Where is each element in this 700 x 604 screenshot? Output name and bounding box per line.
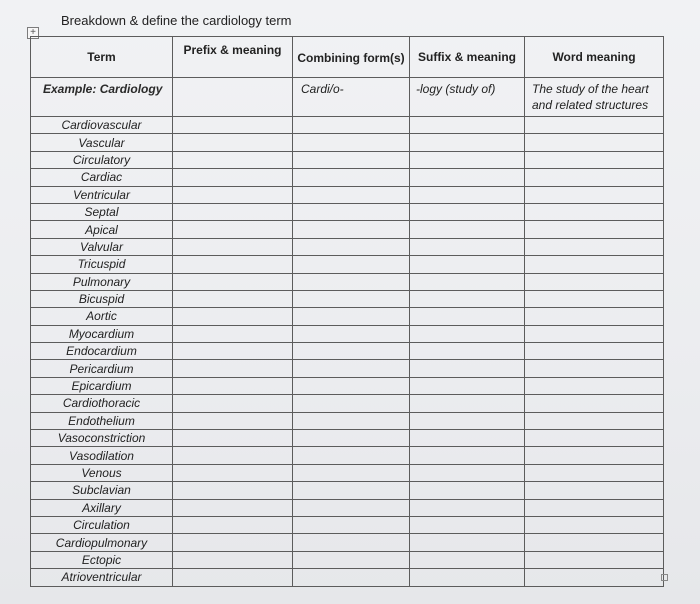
- suffix-cell[interactable]: [410, 186, 525, 203]
- term-cell: Septal: [31, 203, 173, 220]
- table-row: [31, 186, 664, 203]
- combining-form-cell[interactable]: [293, 117, 410, 134]
- prefix-cell[interactable]: [173, 377, 293, 394]
- prefix-cell[interactable]: [173, 412, 293, 429]
- term-cell: Pericardium: [31, 360, 173, 377]
- term-cell: Axillary: [31, 499, 173, 516]
- combining-form-cell[interactable]: [293, 430, 410, 447]
- suffix-cell[interactable]: [410, 221, 525, 238]
- word-meaning-cell[interactable]: [525, 360, 664, 377]
- table-row: [31, 273, 664, 290]
- suffix-cell[interactable]: [410, 482, 525, 499]
- header-prefix: Prefix & meaning: [173, 37, 293, 78]
- prefix-cell[interactable]: [173, 169, 293, 186]
- combining-form-cell[interactable]: [293, 273, 410, 290]
- prefix-cell[interactable]: [173, 360, 293, 377]
- word-meaning-cell[interactable]: [525, 516, 664, 533]
- term-cell: Tricuspid: [31, 256, 173, 273]
- word-meaning-cell[interactable]: [525, 534, 664, 551]
- combining-form-cell[interactable]: [293, 499, 410, 516]
- table-row: [31, 412, 664, 429]
- term-cell: Subclavian: [31, 482, 173, 499]
- header-combining-form: Combining form(s): [293, 37, 410, 78]
- term-cell: Epicardium: [31, 377, 173, 394]
- prefix-cell[interactable]: [173, 203, 293, 220]
- word-meaning-cell[interactable]: [525, 256, 664, 273]
- prefix-cell[interactable]: [173, 325, 293, 342]
- table-row: [31, 238, 664, 255]
- table-move-handle-icon[interactable]: +: [27, 27, 39, 39]
- table-row: [31, 169, 664, 186]
- suffix-cell[interactable]: [410, 308, 525, 325]
- term-cell: Endothelium: [31, 412, 173, 429]
- term-cell: Vascular: [31, 134, 173, 151]
- term-rows: [31, 117, 664, 587]
- combining-form-cell[interactable]: [293, 482, 410, 499]
- example-prefix[interactable]: [173, 78, 293, 117]
- term-cell: Endocardium: [31, 343, 173, 360]
- suffix-cell[interactable]: [410, 551, 525, 568]
- table-row: [31, 325, 664, 342]
- table-row: [31, 360, 664, 377]
- prefix-cell[interactable]: [173, 151, 293, 168]
- combining-form-cell[interactable]: [293, 343, 410, 360]
- table-row: [31, 447, 664, 464]
- term-cell: Circulatory: [31, 151, 173, 168]
- term-cell: Valvular: [31, 238, 173, 255]
- prefix-cell[interactable]: [173, 499, 293, 516]
- combining-form-cell[interactable]: [293, 360, 410, 377]
- combining-form-cell[interactable]: [293, 551, 410, 568]
- prefix-cell[interactable]: [173, 482, 293, 499]
- prefix-cell[interactable]: [173, 569, 293, 586]
- combining-form-cell[interactable]: [293, 569, 410, 586]
- suffix-cell[interactable]: [410, 360, 525, 377]
- suffix-cell[interactable]: [410, 117, 525, 134]
- example-word-meaning: The study of the heart and related structures: [525, 78, 664, 117]
- word-meaning-cell[interactable]: [525, 395, 664, 412]
- suffix-cell[interactable]: [410, 447, 525, 464]
- suffix-cell[interactable]: [410, 499, 525, 516]
- suffix-cell[interactable]: [410, 290, 525, 307]
- combining-form-cell[interactable]: [293, 464, 410, 481]
- suffix-cell[interactable]: [410, 412, 525, 429]
- table-row: [31, 377, 664, 394]
- prefix-cell[interactable]: [173, 516, 293, 533]
- word-meaning-cell[interactable]: [525, 412, 664, 429]
- table-row: [31, 134, 664, 151]
- combining-form-cell[interactable]: [293, 221, 410, 238]
- term-cell: Venous: [31, 464, 173, 481]
- combining-form-cell[interactable]: [293, 325, 410, 342]
- combining-form-cell[interactable]: [293, 169, 410, 186]
- example-combining-form: Cardi/o-: [293, 78, 410, 117]
- header-row: [31, 37, 664, 78]
- word-meaning-cell[interactable]: [525, 430, 664, 447]
- table-row: [31, 395, 664, 412]
- table-row: [31, 290, 664, 307]
- word-meaning-cell[interactable]: [525, 186, 664, 203]
- word-meaning-cell[interactable]: [525, 169, 664, 186]
- term-cell: Ventricular: [31, 186, 173, 203]
- word-meaning-cell[interactable]: [525, 134, 664, 151]
- term-cell: Cardiovascular: [31, 117, 173, 134]
- word-meaning-cell[interactable]: [525, 377, 664, 394]
- combining-form-cell[interactable]: [293, 395, 410, 412]
- combining-form-cell[interactable]: [293, 290, 410, 307]
- term-cell: Cardiac: [31, 169, 173, 186]
- suffix-cell[interactable]: [410, 516, 525, 533]
- combining-form-cell[interactable]: [293, 256, 410, 273]
- combining-form-cell[interactable]: [293, 534, 410, 551]
- word-meaning-cell[interactable]: [525, 325, 664, 342]
- word-meaning-cell[interactable]: [525, 221, 664, 238]
- prefix-cell[interactable]: [173, 534, 293, 551]
- combining-form-cell[interactable]: [293, 151, 410, 168]
- word-meaning-cell[interactable]: [525, 343, 664, 360]
- term-cell: Atrioventricular: [31, 569, 173, 586]
- prefix-cell[interactable]: [173, 290, 293, 307]
- table-row: [31, 203, 664, 220]
- table-row: [31, 430, 664, 447]
- example-term: Example: Cardiology: [31, 78, 173, 117]
- table-row: [31, 499, 664, 516]
- suffix-cell[interactable]: [410, 256, 525, 273]
- prefix-cell[interactable]: [173, 186, 293, 203]
- combining-form-cell[interactable]: [293, 238, 410, 255]
- word-meaning-cell[interactable]: [525, 308, 664, 325]
- word-meaning-cell[interactable]: [525, 151, 664, 168]
- header-suffix: Suffix & meaning: [410, 37, 525, 78]
- prefix-cell[interactable]: [173, 551, 293, 568]
- word-meaning-cell[interactable]: [525, 447, 664, 464]
- word-meaning-cell[interactable]: [525, 238, 664, 255]
- term-cell: Bicuspid: [31, 290, 173, 307]
- table-row: [31, 308, 664, 325]
- suffix-cell[interactable]: [410, 134, 525, 151]
- word-meaning-cell[interactable]: [525, 290, 664, 307]
- cardiology-terms-table: [30, 36, 664, 587]
- term-cell: Cardiothoracic: [31, 395, 173, 412]
- table-row: [31, 551, 664, 568]
- table-row: [31, 569, 664, 586]
- prefix-cell[interactable]: [173, 447, 293, 464]
- term-cell: Ectopic: [31, 551, 173, 568]
- suffix-cell[interactable]: [410, 273, 525, 290]
- combining-form-cell[interactable]: [293, 516, 410, 533]
- combining-form-cell[interactable]: [293, 377, 410, 394]
- table-row: [31, 117, 664, 134]
- suffix-cell[interactable]: [410, 203, 525, 220]
- prefix-cell[interactable]: [173, 273, 293, 290]
- combining-form-cell[interactable]: [293, 447, 410, 464]
- header-word-meaning: Word meaning: [525, 37, 664, 78]
- word-meaning-cell[interactable]: [525, 203, 664, 220]
- prefix-cell[interactable]: [173, 221, 293, 238]
- table-row: [31, 151, 664, 168]
- prefix-cell[interactable]: [173, 308, 293, 325]
- combining-form-cell[interactable]: [293, 186, 410, 203]
- header-term: Term: [31, 37, 173, 78]
- suffix-cell[interactable]: [410, 534, 525, 551]
- term-cell: Apical: [31, 221, 173, 238]
- term-cell: Pulmonary: [31, 273, 173, 290]
- prefix-cell[interactable]: [173, 430, 293, 447]
- table-row: [31, 256, 664, 273]
- term-cell: Aortic: [31, 308, 173, 325]
- term-cell: Cardiopulmonary: [31, 534, 173, 551]
- prefix-cell[interactable]: [173, 238, 293, 255]
- suffix-cell[interactable]: [410, 377, 525, 394]
- combining-form-cell[interactable]: [293, 412, 410, 429]
- suffix-cell[interactable]: [410, 238, 525, 255]
- example-suffix: -logy (study of): [410, 78, 525, 117]
- prefix-cell[interactable]: [173, 395, 293, 412]
- word-meaning-cell[interactable]: [525, 482, 664, 499]
- combining-form-cell[interactable]: [293, 134, 410, 151]
- combining-form-cell[interactable]: [293, 308, 410, 325]
- suffix-cell[interactable]: [410, 395, 525, 412]
- suffix-cell[interactable]: [410, 569, 525, 586]
- table-row: [31, 482, 664, 499]
- suffix-cell[interactable]: [410, 169, 525, 186]
- table-row: [31, 534, 664, 551]
- word-meaning-cell[interactable]: [525, 117, 664, 134]
- suffix-cell[interactable]: [410, 464, 525, 481]
- suffix-cell[interactable]: [410, 343, 525, 360]
- word-meaning-cell[interactable]: [525, 273, 664, 290]
- prefix-cell[interactable]: [173, 464, 293, 481]
- suffix-cell[interactable]: [410, 430, 525, 447]
- table-row: [31, 343, 664, 360]
- word-meaning-cell[interactable]: [525, 499, 664, 516]
- prefix-cell[interactable]: [173, 343, 293, 360]
- term-cell: Vasodilation: [31, 447, 173, 464]
- word-meaning-cell[interactable]: [525, 569, 664, 586]
- prefix-cell[interactable]: [173, 134, 293, 151]
- table-row: [31, 464, 664, 481]
- table-row: [31, 221, 664, 238]
- word-meaning-cell[interactable]: [525, 551, 664, 568]
- document-title: Breakdown & define the cardiology term: [61, 13, 292, 28]
- prefix-cell[interactable]: [173, 256, 293, 273]
- term-cell: Vasoconstriction: [31, 430, 173, 447]
- suffix-cell[interactable]: [410, 151, 525, 168]
- table-row: [31, 516, 664, 533]
- term-cell: Circulation: [31, 516, 173, 533]
- term-cell: Myocardium: [31, 325, 173, 342]
- suffix-cell[interactable]: [410, 325, 525, 342]
- prefix-cell[interactable]: [173, 117, 293, 134]
- example-row: [31, 78, 664, 117]
- combining-form-cell[interactable]: [293, 203, 410, 220]
- page-corner-mark: [661, 574, 668, 581]
- word-meaning-cell[interactable]: [525, 464, 664, 481]
